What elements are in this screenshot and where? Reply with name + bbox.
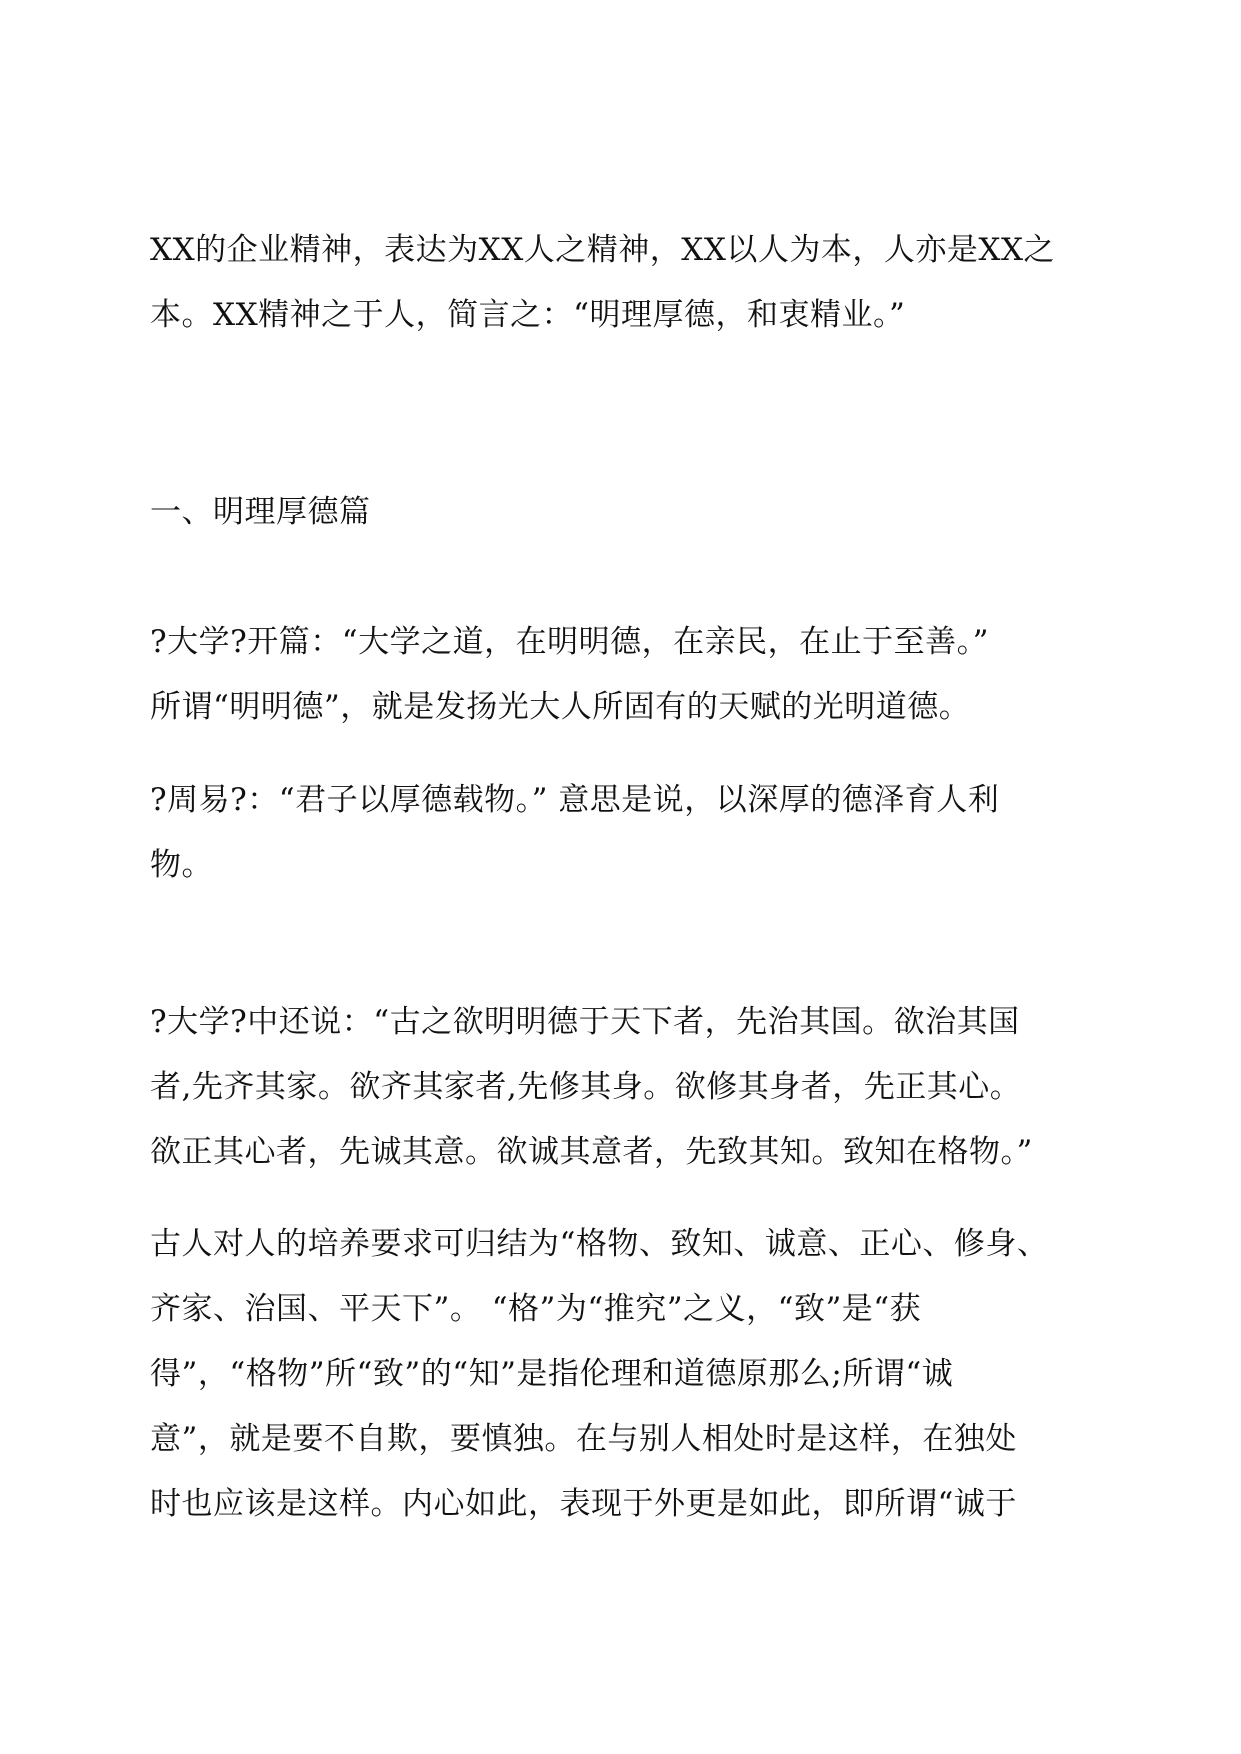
- text-line: 齐家、治国、平天下”。 “格”为“推究”之义，“致”是“获: [150, 1291, 922, 1327]
- paragraph-gewu-zhizhi: [150, 1212, 1095, 1537]
- text-line: 意”，就是要不自欺，要慎独。在与别人相处时是这样，在独处: [150, 1421, 1017, 1457]
- paragraph-daxue-opening: [150, 610, 1095, 740]
- text-line: ?大学?开篇：“大学之道，在明明德，在亲民，在止于至善。”: [150, 624, 989, 660]
- text-line: 者,先齐其家。欲齐其家者,先修其身。欲修其身者，先正其心。: [150, 1069, 1022, 1105]
- intro-paragraph: [150, 218, 1095, 348]
- text-line: 古人对人的培养要求可归结为“格物、致知、诚意、正心、修身、: [150, 1226, 1049, 1262]
- text-line: ?大学?中还说：“古之欲明明德于天下者，先治其国。欲治其国: [150, 1004, 1020, 1040]
- section-heading-text: 一、明理厚德篇: [150, 494, 371, 530]
- text-line: 时也应该是这样。内心如此，表现于外更是如此，即所谓“诚于: [150, 1486, 1017, 1522]
- text-line: 所谓“明明德”，就是发扬光大人所固有的天赋的光明道德。: [150, 689, 971, 725]
- paragraph-zhouyi: [150, 768, 1095, 898]
- text-line: 本。XX精神之于人，简言之：“明理厚德，和衷精业。”: [150, 297, 906, 333]
- section-heading: [150, 480, 1095, 545]
- paragraph-daxue-middle: [150, 990, 1095, 1185]
- text-line: 得”，“格物”所“致”的“知”是指伦理和道德原那么;所谓“诚: [150, 1356, 954, 1392]
- text-line: XX的企业精神，表达为XX人之精神，XX以人为本，人亦是XX之: [150, 232, 1056, 268]
- text-line: 物。: [150, 847, 213, 883]
- text-line: ?周易?：“君子以厚德载物。” 意思是说，以深厚的德泽育人利: [150, 782, 1000, 818]
- text-line: 欲正其心者，先诚其意。欲诚其意者，先致其知。致知在格物。”: [150, 1134, 1033, 1170]
